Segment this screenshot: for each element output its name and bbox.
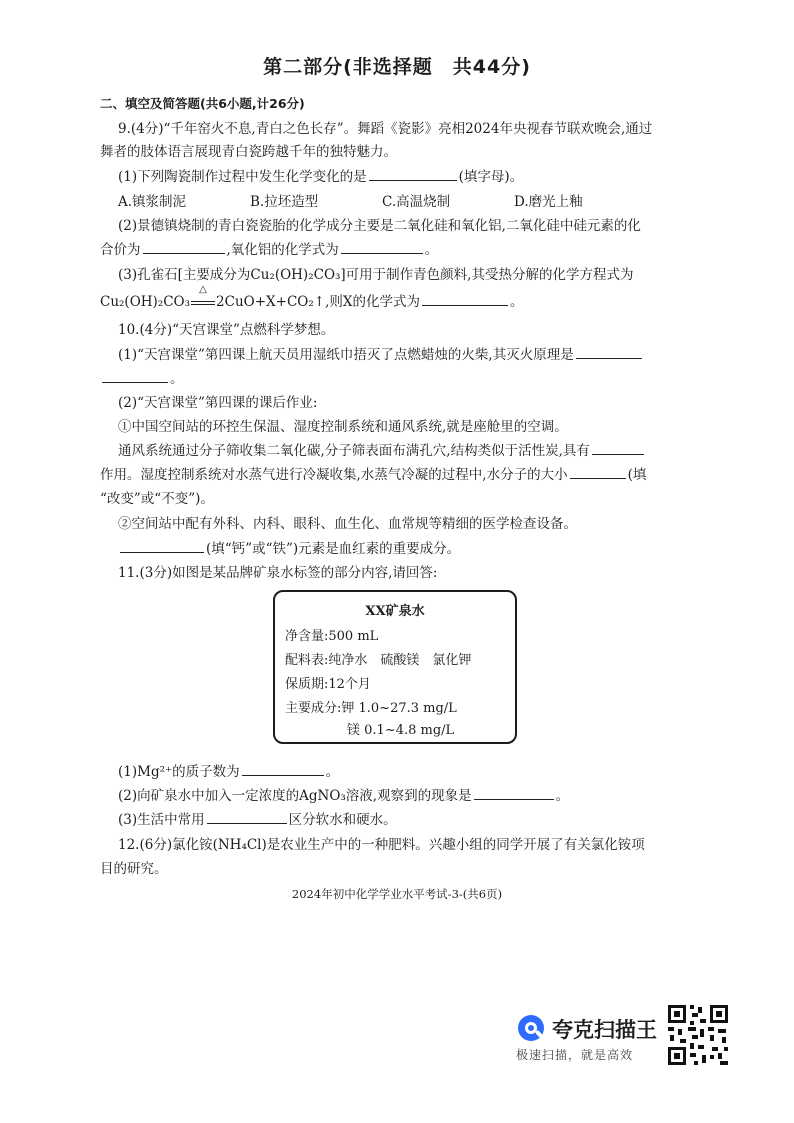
q10-c1-b-tail: (填 [627, 467, 647, 483]
q9-part1-text: (1)下列陶瓷制作过程中发生化学变化的是 [118, 169, 367, 185]
q9-intro-1: 9.(4分)“千年窑火不息,青白之色长存”。舞蹈《瓷影》亮相2024年央视春节联欢晚会,通过 [118, 121, 653, 137]
q10-c1-c: “改变”或“不变”)。 [100, 491, 214, 507]
q11-part3-text: (3)生活中常用 [118, 812, 205, 828]
q9-eq-left: Cu₂(OH)₂CO₃ [100, 294, 191, 310]
q12-line-2: 目的研究。 [100, 861, 168, 877]
q11-intro: 11.(3分)如图是某品牌矿泉水标签的部分内容,请回答: [118, 565, 438, 581]
label-main-components: 主要成分:钾 1.0~27.3 mg/L [285, 701, 457, 716]
page-title: 第二部分(非选择题 共44分) [263, 56, 531, 78]
q9-part3-equation [100, 284, 524, 310]
q11-phenomenon-blank[interactable] [474, 785, 554, 800]
q9-option-c: C.高温烧制 [382, 194, 451, 210]
q10-c1-b-text: 作用。湿度控制系统对水蒸气进行冷凝收集,水蒸气冷凝的过程中,水分子的大小 [100, 467, 568, 483]
q11-part1-text: (1)Mg²⁺的质子数为 [118, 764, 240, 780]
q10-adsorption-blank[interactable] [592, 440, 644, 455]
q9-x-formula-blank[interactable] [422, 291, 508, 306]
q9-option-b: B.拉坯造型 [250, 194, 319, 210]
label-magnesium: 镁 0.1~4.8 mg/L [347, 723, 455, 738]
equals-sign-icon [191, 301, 215, 305]
q10-part1-end: 。 [170, 371, 184, 387]
heat-symbol: △ [199, 284, 207, 295]
q9-part2-a: (2)景德镇烧制的青白瓷瓷胎的化学成分主要是二氧化硅和氧化铝,二氧化硅中硅元素的化 [118, 218, 641, 234]
q9-part2-end: 。 [424, 242, 439, 258]
quark-logo-icon [516, 1013, 546, 1043]
q9-valence-blank[interactable] [143, 239, 225, 254]
q10-c1-a-text: 通风系统通过分子筛收集二氧化碳,分子筛表面布满孔穴,结构类似于活性炭,具有 [118, 443, 590, 459]
q10-c1: ①中国空间站的环控生保温、湿度控制系统和通风系统,就是座舱里的空调。 [118, 419, 568, 435]
q12-line-1: 12.(6分)氯化铵(NH₄Cl)是农业生产中的一种肥料。兴趣小组的同学开展了有关氯化铵项 [118, 837, 645, 853]
q9-part3-end: 。 [509, 294, 524, 310]
q11-part2 [118, 784, 569, 804]
q10-part1-text: (1)“天宫课堂”第四课上航天员用湿纸巾捂灭了点燃蜡烛的火柴,其灭火原理是 [118, 347, 574, 363]
q10-intro: 10.(4分)“天宫课堂”点燃科学梦想。 [118, 322, 335, 338]
q9-part1-blank[interactable] [369, 166, 457, 181]
q9-part1 [118, 165, 523, 185]
q11-part3-end: 区分软水和硬水。 [288, 812, 397, 828]
q9-part2-c-text: ,氧化铝的化学式为 [226, 242, 339, 258]
q10-c2-a-text: (填“钙”或“铁”)元素是血红素的重要成分。 [206, 541, 461, 557]
section-heading: 二、填空及简答题(共6小题,计26分) [100, 96, 305, 111]
q10-part1-blank-b[interactable] [102, 368, 168, 383]
q10-element-blank[interactable] [120, 538, 204, 553]
q10-c2: ②空间站中配有外科、内科、眼科、血生化、血常规等精细的医学检查设备。 [118, 516, 577, 532]
mineral-water-label [273, 590, 517, 744]
scanner-watermark [514, 1010, 664, 1070]
q9-part3-a: (3)孔雀石[主要成分为Cu₂(OH)₂CO₃]可用于制作青色颜料,其受热分解的化学方程式为 [118, 267, 634, 283]
q9-options [118, 190, 646, 210]
q9-part1-tail: (填字母)。 [458, 169, 524, 185]
label-shelf-life: 保质期:12个月 [285, 677, 371, 692]
q9-eq-right: 2CuO+X+CO₂↑,则X的化学式为 [216, 294, 420, 310]
q11-proton-blank[interactable] [242, 761, 324, 776]
brand-name: 夸克扫描王 [552, 1018, 657, 1042]
q11-part1 [118, 760, 339, 780]
q11-part2-text: (2)向矿泉水中加入一定浓度的AgNO₃溶液,观察到的现象是 [118, 788, 472, 804]
label-net-volume: 净含量:500 mL [285, 629, 379, 644]
q9-part2-b [100, 238, 438, 258]
q10-part1-blank-a[interactable] [576, 344, 642, 359]
q10-c1-b [100, 463, 646, 483]
q11-part2-end: 。 [555, 788, 570, 804]
q11-reagent-blank[interactable] [207, 809, 287, 824]
q10-c1-a [118, 439, 646, 459]
q9-intro-2: 舞者的肢体语言展现青白瓷跨越千年的独特魅力。 [100, 144, 397, 160]
label-ingredients: 配料表:纯净水 硫酸镁 氯化钾 [285, 653, 472, 668]
q10-part1 [118, 343, 644, 363]
brand-slogan: 极速扫描，就是高效 [516, 1048, 634, 1062]
q10-part2: (2)“天宫课堂”第四课的课后作业: [118, 395, 318, 411]
q9-formula-blank[interactable] [341, 239, 423, 254]
page-footer: 2024年初中化学学业水平考试-3-(共6页) [291, 887, 503, 901]
q10-part1-cont [100, 367, 184, 387]
reaction-condition [190, 284, 216, 310]
q10-c2-a [118, 537, 460, 557]
q9-part2-b-text: 合价为 [100, 242, 141, 258]
q9-option-d: D.磨光上釉 [514, 194, 583, 210]
q9-option-a: A.镇浆制泥 [118, 194, 187, 210]
qr-code-icon [666, 1003, 730, 1067]
label-title: XX矿泉水 [365, 604, 425, 619]
q11-part1-end: 。 [325, 764, 340, 780]
q11-part3 [118, 808, 397, 828]
q10-molecule-size-blank[interactable] [570, 464, 626, 479]
